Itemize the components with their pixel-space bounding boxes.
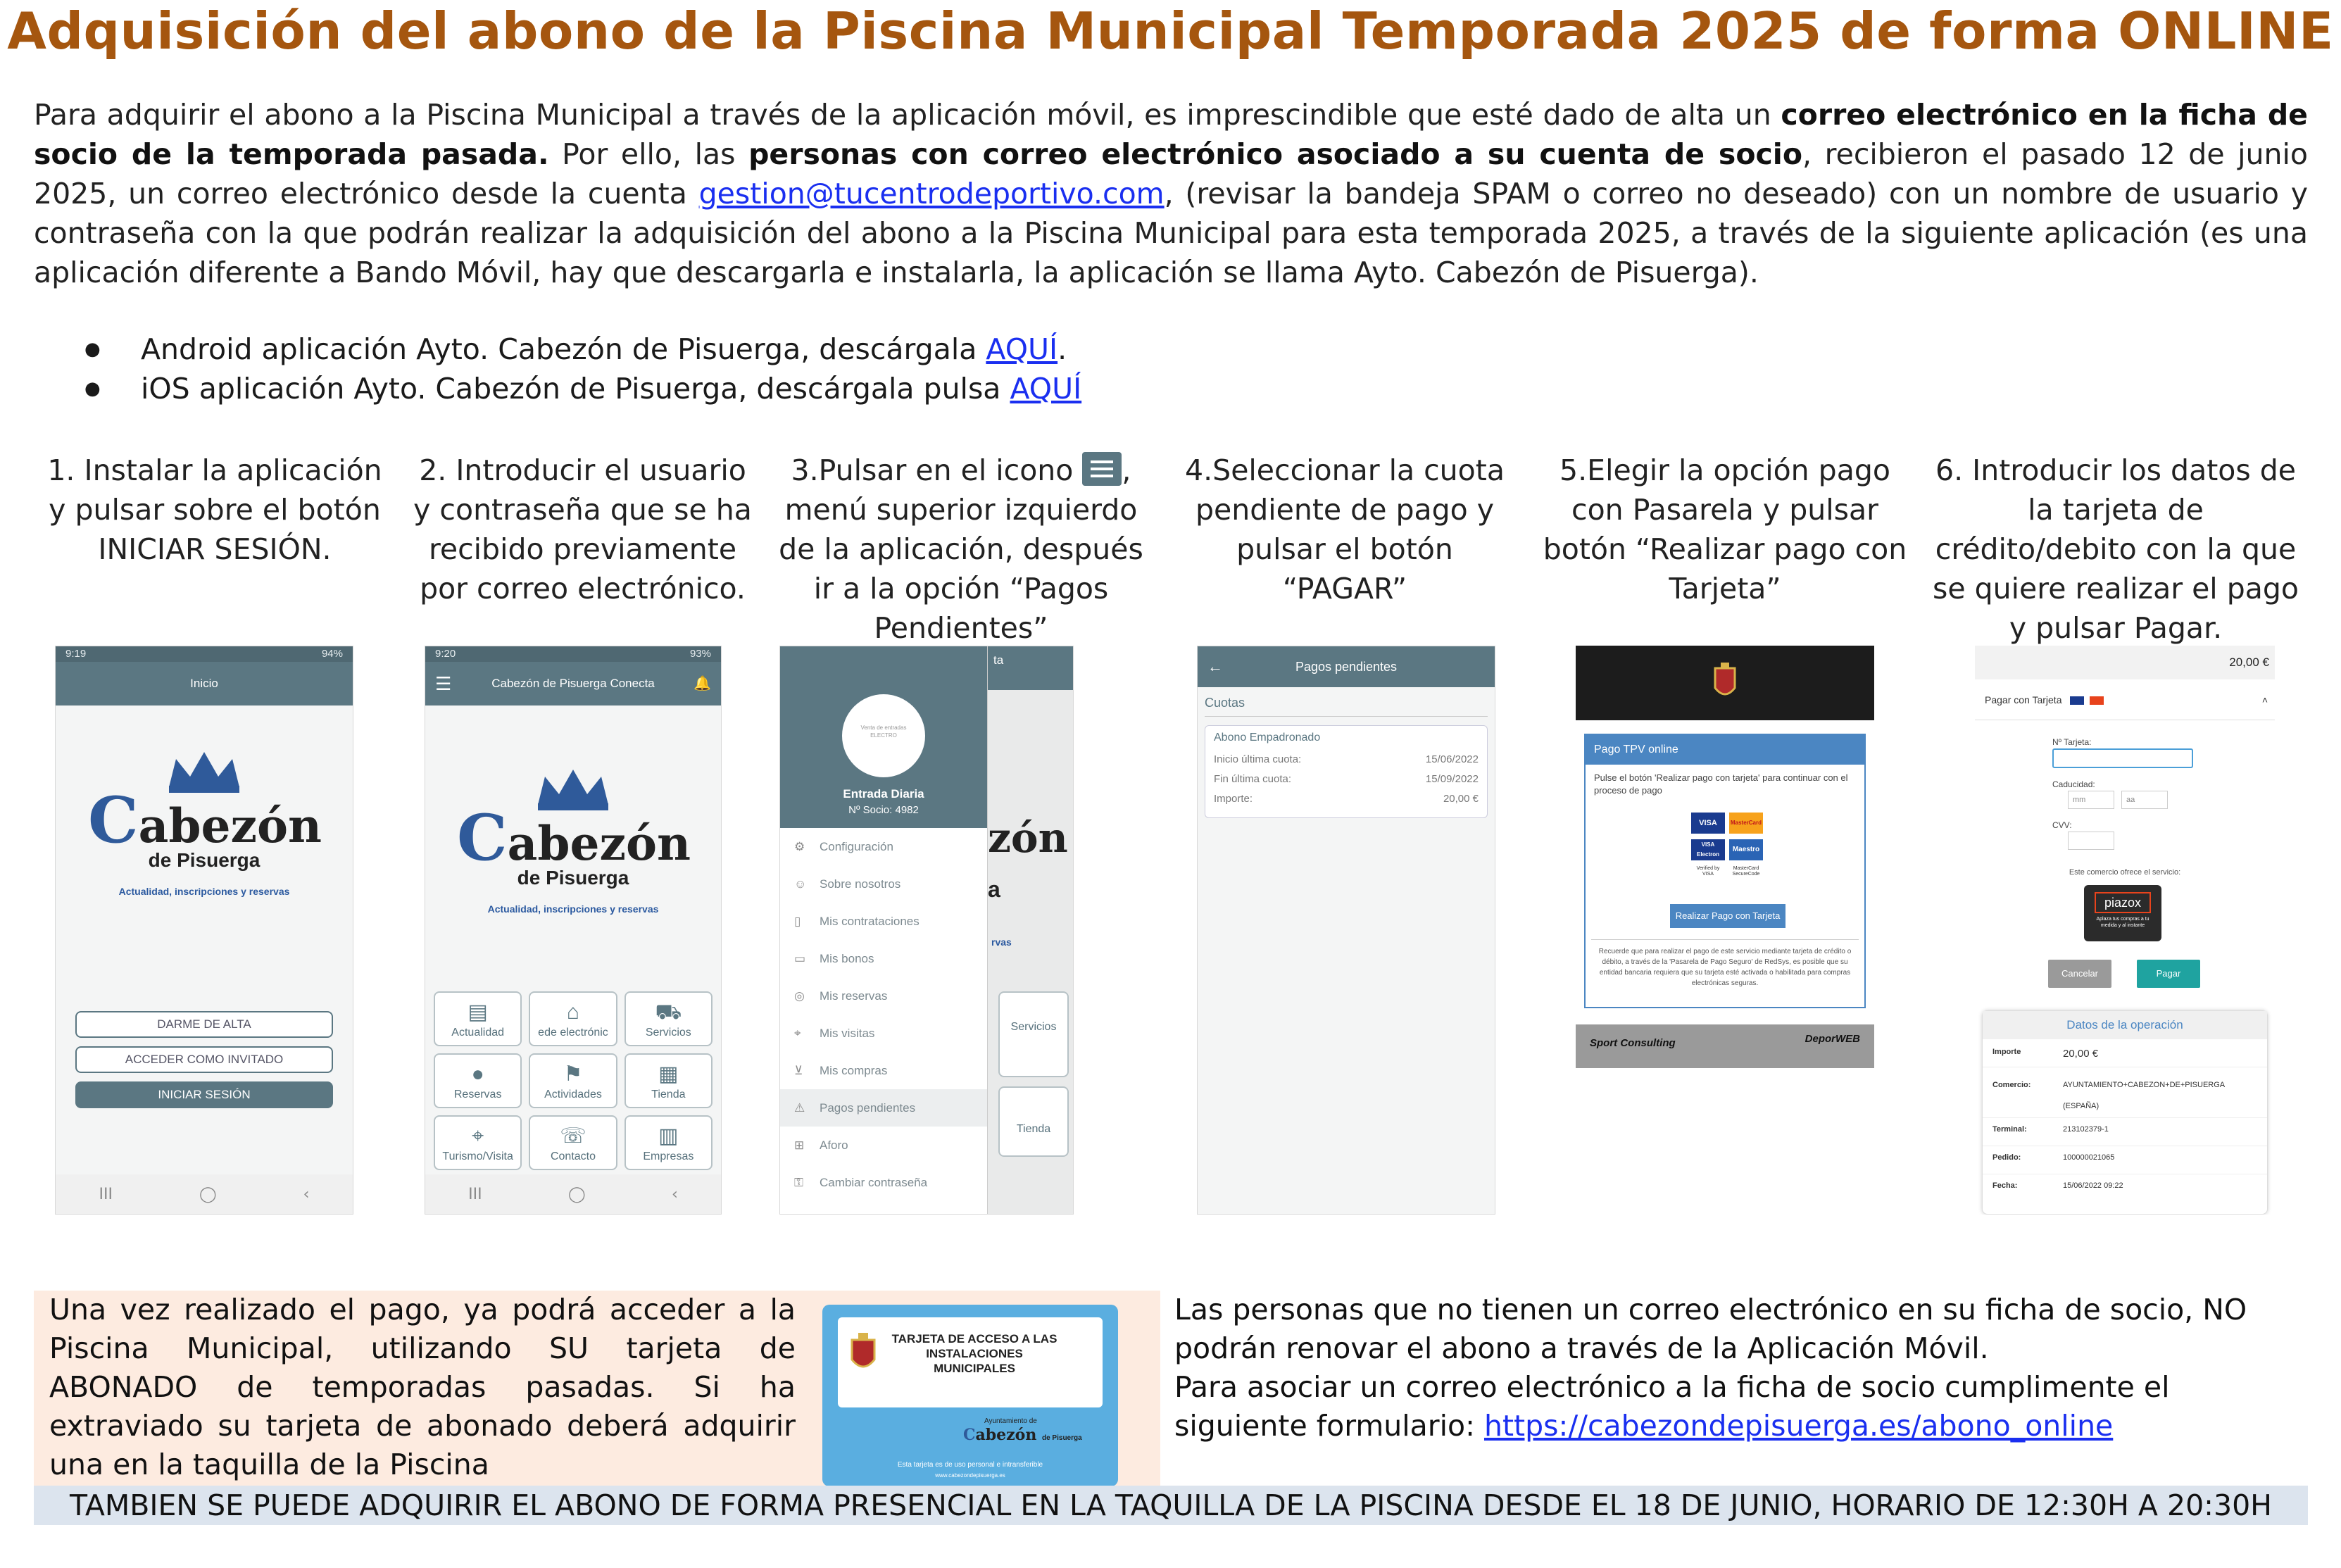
voucher-icon: ▭: [794, 952, 806, 965]
info-icon: ☺: [794, 877, 807, 891]
access-card-url: www.cabezondepisuerga.es: [935, 1472, 1005, 1479]
operation-row-value: AYUNTAMIENTO+CABEZON+DE+PISUERGA (ESPAÑA): [2063, 1081, 2225, 1110]
intro-bold-persons: personas con correo electrónico asociado a su cuenta de socio: [748, 137, 1803, 171]
menu-item-compras[interactable]: [780, 1052, 987, 1089]
service-subtitle: Aplaza tus compras a tu medida y al instante: [2096, 917, 2149, 928]
tile-turismo[interactable]: [434, 1115, 522, 1170]
home-icon[interactable]: ◯: [568, 1185, 586, 1203]
operation-row-label: Terminal:: [1992, 1125, 2027, 1134]
recent-apps-icon[interactable]: III: [99, 1185, 113, 1203]
crown-icon: [531, 763, 615, 812]
operation-row: [1983, 1146, 2267, 1174]
coat-of-arms-icon: [848, 1330, 879, 1375]
fee-row-label: Importe:: [1214, 793, 1253, 805]
bottom-right-panel: [1174, 1291, 2301, 1445]
tile-actualidad[interactable]: [434, 991, 522, 1046]
background-logo-sub: a: [988, 877, 1000, 902]
card-number-input[interactable]: [2052, 748, 2193, 768]
guest-access-button[interactable]: ACCEDER COMO INVITADO: [75, 1046, 333, 1073]
logo-word: abezón: [507, 816, 691, 871]
recent-apps-icon[interactable]: III: [468, 1185, 482, 1203]
building-icon: ⌂: [566, 1001, 580, 1024]
background-app-title: ta: [993, 653, 1004, 667]
menu-item-label: Cambiar contraseña: [820, 1176, 928, 1189]
intro-text: Para adquirir el abono a la Piscina Municipal a través de la aplicación móvil, es imprescindible que esté dado de alta un: [34, 98, 1781, 132]
installments-service-badge[interactable]: [2084, 885, 2161, 941]
service-logo: piazox: [2095, 892, 2151, 913]
section-cuotas: Cuotas: [1205, 696, 1245, 710]
header-banner: [1576, 646, 1874, 720]
verified-by-visa-label: Verified by VISA: [1696, 866, 1720, 877]
step-3-text-c: menú superior izquierdo de la aplicación, después ir a la opción “Pagos Pendientes”: [779, 493, 1143, 645]
step-6-text: 6. Introducir los datos de la tarjeta de crédito/debito con la que se quiere realizar el pago y pulsar Pagar.: [1933, 453, 2299, 645]
intro-paragraph: [34, 95, 2308, 292]
email-link[interactable]: gestion@tucentrodeportivo.com: [698, 177, 1165, 211]
back-arrow-icon[interactable]: ←: [1207, 658, 1223, 675]
bullet-text: Android aplicación Ayto. Cabezón de Pisuerga, descárgala: [141, 332, 986, 366]
visa-electron-logo: VISA Electron: [1691, 839, 1725, 860]
fee-row: [1214, 789, 1479, 809]
register-button[interactable]: DARME DE ALTA: [75, 1011, 333, 1038]
app-title: Cabezón de Pisuerga Conecta: [491, 677, 655, 690]
menu-item-label: Mis reservas: [820, 989, 888, 1003]
screenshot-step-1: [55, 646, 353, 1215]
pay-with-card-button[interactable]: Realizar Pago con Tarjeta: [1670, 904, 1785, 928]
cart-icon: ⊻: [794, 1064, 803, 1077]
tile-label: ede electrónic: [538, 1027, 608, 1039]
screenshot-step-4: [1197, 646, 1495, 1215]
divider: [1591, 939, 1859, 940]
logo-tagline: Actualidad, inscripciones y reservas: [487, 903, 659, 915]
expiry-label: Caducidad:: [2052, 779, 2095, 789]
menu-item-label: Sobre nosotros: [820, 877, 901, 891]
access-card-brand-sub: de Pisuerga: [1041, 1434, 1082, 1442]
avatar-caption: Venta de entradas ELECTRO: [860, 725, 907, 739]
mastercard-securecode-label: MasterCard SecureCode: [1732, 866, 1760, 877]
fee-row: [1214, 750, 1479, 770]
menu-item-bonos[interactable]: [780, 940, 987, 977]
news-icon: ▤: [467, 1001, 488, 1024]
crown-icon: [162, 745, 246, 794]
background-tile-tienda: [998, 1086, 1069, 1157]
menu-item-label: Aforo: [820, 1139, 848, 1152]
intro-text: , (revisar la bandeja SPAM o correo no deseado) con un nombre de usuario y contraseña con la que podrán realizar la adquisición del abono a la Piscina Municipal para esta temporada 2025, a través de la siguiente aplicación (es una aplicación diferente a Bando Móvil, hay que descargarla e instalarla, la aplicación se llama Ayto. Cabezón de Pisuerga).: [34, 177, 2308, 289]
screenshot-step-2: [425, 646, 722, 1215]
tile-reservas[interactable]: [434, 1053, 522, 1108]
tile-label: Reservas: [453, 1089, 502, 1100]
screenshot-step-5: [1576, 646, 1874, 1068]
step-2-text: 2. Introducir el usuario y contraseña que se ha recibido previamente por correo electrónico.: [413, 453, 752, 606]
no-email-warning: Las personas que no tienen un correo electrónico en su ficha de socio, NO podrán renovar el abono a través de la Aplicación Móvil.: [1174, 1293, 2247, 1365]
tile-actividades[interactable]: [529, 1053, 617, 1108]
logo-wordmark: [457, 801, 691, 875]
ticket-name: Entrada Diaria: [843, 787, 924, 801]
android-download-link[interactable]: AQUÍ: [986, 332, 1058, 366]
status-bar: [425, 646, 721, 662]
access-card-image: [822, 1305, 1118, 1486]
mastercard-icon: [2090, 696, 2104, 705]
visits-icon: ⌖: [794, 1027, 801, 1040]
logo-word: abezón: [138, 798, 322, 853]
amount-header: 20,00 €: [1975, 646, 2275, 679]
capacity-icon: ⊞: [794, 1139, 805, 1152]
android-nav-bar: [56, 1174, 353, 1214]
tile-label: Servicios: [1010, 1021, 1057, 1033]
menu-item-visitas[interactable]: [780, 1015, 987, 1052]
warning-icon: ⚠: [794, 1101, 805, 1115]
menu-item-aforo[interactable]: [780, 1127, 987, 1164]
mastercard-logo: MasterCard: [1729, 813, 1763, 834]
bottom-left-panel: [34, 1291, 1160, 1489]
bullet-suffix: .: [1057, 332, 1067, 366]
tile-tienda[interactable]: [625, 1053, 713, 1108]
background-tagline: rvas: [991, 936, 1012, 948]
access-card-brand: [963, 1426, 1082, 1444]
truck-icon: ⛟: [655, 1001, 682, 1024]
tpv-payment-box: [1584, 734, 1866, 1008]
fee-row-label: Fin última cuota:: [1214, 773, 1292, 785]
operation-row-value: 15/06/2022 09:22: [2063, 1181, 2123, 1190]
access-card-footer: Esta tarjeta es de uso personal e intransferible: [897, 1461, 1043, 1469]
cancel-button[interactable]: Cancelar: [2048, 960, 2111, 988]
app-bar: [425, 662, 721, 705]
logo-subtitle: de Pisuerga: [517, 867, 629, 889]
tile-label: Servicios: [645, 1027, 691, 1039]
tile-sede-electronica[interactable]: [529, 991, 617, 1046]
visa-icon: [2070, 696, 2084, 705]
side-menu-drawer: [780, 646, 988, 1214]
pay-button[interactable]: Pagar: [2137, 960, 2200, 988]
notification-bell-icon[interactable]: 🔔: [693, 676, 711, 691]
drawer-header: [780, 646, 987, 828]
status-time: 9:20: [435, 648, 456, 660]
settings-icon: ⚙: [794, 840, 805, 853]
step-1-text: 1. Instalar la aplicación y pulsar sobre el botón INICIAR SESIÓN.: [47, 453, 382, 566]
ball-icon: ●: [471, 1062, 484, 1086]
status-battery: 93%: [689, 648, 711, 660]
home-icon[interactable]: ◯: [199, 1185, 217, 1203]
intro-bold-email-requirement: correo electrónico en la ficha de socio de la temporada pasada.: [34, 98, 2308, 171]
cabezon-logo: [457, 763, 689, 915]
android-nav-bar: [425, 1174, 721, 1214]
menu-item-label: Mis compras: [820, 1064, 888, 1077]
screenshot-step-6: [1975, 646, 2275, 1215]
operation-row-value: 20,00 €: [2063, 1048, 2099, 1060]
section-divider: [1205, 716, 1488, 717]
visa-logo: VISA: [1691, 813, 1725, 834]
expiry-year-input[interactable]: aa: [2121, 791, 2168, 809]
member-number: Nº Socio: 4982: [848, 804, 919, 816]
page-title: Adquisición del abono de la Piscina Municipal Temporada 2025 de forma ONLINE: [7, 1, 2334, 61]
menu-item-configuracion[interactable]: [780, 828, 987, 865]
fee-row-value: 15/09/2022: [1425, 773, 1479, 785]
operation-row: [1983, 1039, 2267, 1067]
operation-row-label: Importe: [1992, 1048, 2021, 1056]
menu-item-cambiar-contrasena[interactable]: [780, 1164, 987, 1201]
android-download-item: [84, 330, 1081, 369]
fee-row: [1214, 770, 1479, 789]
tile-label: Turismo/Visita: [442, 1150, 513, 1162]
background-logo-word: zón: [988, 814, 1068, 862]
fee-row-label: Inicio última cuota:: [1214, 753, 1302, 765]
access-card-ayto: Ayuntamiento de: [984, 1417, 1037, 1425]
cabezon-logo: [88, 745, 320, 897]
step-3-text: [774, 451, 1148, 648]
footer-logos: [1576, 1024, 1874, 1068]
lock-icon: ⚿: [794, 1176, 803, 1189]
cvv-input[interactable]: [2068, 832, 2114, 850]
menu-item-label: Pagos pendientes: [820, 1101, 916, 1115]
back-icon[interactable]: ‹: [303, 1185, 310, 1203]
coat-of-arms-icon: [1711, 661, 1739, 703]
fee-title: Abono Empadronado: [1214, 732, 1321, 744]
logo-wordmark: [88, 783, 322, 858]
avatar: [842, 694, 925, 777]
fee-row-value: 20,00 €: [1443, 793, 1479, 805]
back-icon[interactable]: ‹: [671, 1185, 678, 1203]
menu-item-sobre-nosotros[interactable]: [780, 865, 987, 903]
ios-download-item: [84, 369, 1081, 408]
hamburger-icon[interactable]: ☰: [435, 673, 452, 694]
tile-label: Contacto: [550, 1150, 596, 1162]
menu-item-reservas[interactable]: [780, 977, 987, 1015]
ios-download-link[interactable]: AQUÍ: [1010, 372, 1082, 406]
step-3-text-b: ,: [1122, 453, 1131, 487]
card-logos: [1691, 813, 1769, 877]
card-payment-title: Pagar con Tarjeta: [1985, 694, 2062, 705]
tpv-instructions: Pulse el botón 'Realizar pago con tarjeta' para continuar con el proceso de pago: [1594, 772, 1848, 796]
status-bar: [56, 646, 353, 662]
menu-tile-grid: [434, 991, 713, 1170]
operation-row: [1983, 1118, 2267, 1146]
operation-row-label: Fecha:: [1992, 1181, 2018, 1190]
tile-label: Empresas: [643, 1150, 694, 1162]
app-bar: Inicio: [56, 662, 353, 705]
service-offer-text: Este comercio ofrece el servicio:: [2069, 868, 2181, 877]
tile-label: Tienda: [1016, 1123, 1051, 1135]
sport-consulting-logo: Sport Consulting: [1590, 1037, 1676, 1049]
maestro-logo: Maestro: [1729, 839, 1763, 860]
background-logo-fragment: [988, 815, 1068, 912]
step-3-text-a: 3.Pulsar en el icono: [791, 453, 1074, 487]
operation-row-label: Pedido:: [1992, 1153, 2021, 1162]
operation-row: [1983, 1174, 2267, 1203]
ball-icon: ◎: [794, 989, 805, 1003]
step-5-text: 5.Elegir la opción pago con Pasarela y pulsar botón “Realizar pago con Tarjeta”: [1543, 453, 1907, 606]
tile-label: Tienda: [651, 1089, 686, 1100]
contact-icon: ☏: [560, 1124, 586, 1148]
operation-row-value: 213102379-1: [2063, 1125, 2109, 1134]
menu-item-label: Configuración: [820, 840, 893, 853]
operation-row-value: 100000021065: [2063, 1153, 2115, 1162]
menu-item-contrataciones[interactable]: [780, 903, 987, 940]
intro-text: , recibieron el pasado 12 de junio 2025, un correo electrónico desde la cuenta: [34, 137, 2308, 211]
download-list: [84, 330, 1081, 408]
background-tile-servicios: [998, 991, 1069, 1077]
map-pin-icon: ⌖: [472, 1124, 484, 1148]
cvv-label: CVV:: [2052, 820, 2072, 830]
activities-icon: ⚑: [563, 1062, 583, 1086]
screenshot-step-3: [779, 646, 1074, 1215]
chevron-up-icon[interactable]: ˄: [2261, 694, 2268, 705]
after-payment-note: Una vez realizado el pago, ya podrá acceder a la Piscina Municipal, utilizando SU tarjeta de ABONADO de temporadas pasadas. Si ha extraviado su tarjeta de abonado deberá adquirir una en la taquilla de la Piscina: [49, 1293, 796, 1481]
access-card-brand-c: C: [963, 1426, 976, 1444]
menu-item-label: Mis visitas: [820, 1027, 875, 1040]
tile-label: Actividades: [544, 1089, 602, 1100]
status-time: 9:19: [65, 648, 87, 660]
logo-c: C: [88, 783, 139, 858]
operation-details-title: Datos de la operación: [1983, 1011, 2267, 1039]
abono-online-form-link[interactable]: https://cabezondepisuerga.es/abono_online: [1483, 1409, 2114, 1443]
bullet-text: iOS aplicación Ayto. Cabezón de Pisuerga, descárgala pulsa: [141, 372, 1010, 406]
fee-row-value: 15/06/2022: [1425, 753, 1479, 765]
in-person-banner: TAMBIEN SE PUEDE ADQUIRIR EL ABONO DE FORMA PRESENCIAL EN LA TAQUILLA DE LA PISCINA DESDE EL 18 DE JUNIO, HORARIO DE 12:30H A 20:30H: [34, 1486, 2308, 1525]
screen-title: Pagos pendientes: [1295, 660, 1398, 674]
tile-contacto[interactable]: [529, 1115, 617, 1170]
intro-text: Por ello, las: [548, 137, 749, 171]
operation-details-card: [1982, 1010, 2268, 1215]
access-card-brand-word: abezón: [975, 1426, 1037, 1444]
pending-fee-card[interactable]: [1205, 725, 1488, 818]
tile-servicios[interactable]: [625, 991, 713, 1046]
logo-tagline: Actualidad, inscripciones y reservas: [118, 886, 290, 897]
hamburger-menu-icon: [1082, 452, 1122, 486]
document-icon: ▯: [794, 915, 801, 928]
form-instructions: [1174, 1368, 2301, 1445]
pending-payments-header: [1198, 646, 1495, 687]
operation-row-label: Comercio:: [1992, 1081, 2031, 1089]
building-grid-icon: ▥: [658, 1124, 679, 1148]
tpv-note: Recuerde que para realizar el pago de este servicio mediante tarjeta de crédito o débito, a través de la 'Pasarela de Pago Seguro' de RedSys, es posible que su entidad bancaria requiera que su tarjeta esté activada o habilitada para compras electrónicas seguras.: [1598, 948, 1852, 987]
shop-icon: ▦: [658, 1062, 679, 1086]
card-payment-header[interactable]: [1975, 679, 2275, 720]
menu-item-pagos-pendientes[interactable]: [780, 1089, 987, 1127]
login-button[interactable]: INICIAR SESIÓN: [75, 1081, 333, 1108]
operation-row: [1983, 1067, 2267, 1118]
background-app-bar: [988, 646, 1074, 690]
expiry-month-input[interactable]: mm: [2068, 791, 2114, 809]
tile-label: Actualidad: [451, 1027, 505, 1039]
access-card-title: TARJETA DE ACCESO A LAS INSTALACIONES MUNICIPALES: [891, 1332, 1057, 1375]
logo-subtitle: de Pisuerga: [148, 849, 261, 871]
tile-empresas[interactable]: [625, 1115, 713, 1170]
form-instructions-text: Para asociar un correo electrónico a la ficha de socio cumplimente el siguiente formulario:: [1174, 1370, 2170, 1443]
step-4-text: 4.Seleccionar la cuota pendiente de pago y pulsar el botón “PAGAR”: [1185, 453, 1505, 606]
tpv-title: Pago TPV online: [1586, 735, 1864, 765]
logo-c: C: [457, 801, 508, 875]
deporweb-logo: DeporWEB: [1805, 1033, 1860, 1045]
menu-item-label: Mis bonos: [820, 952, 874, 965]
menu-item-label: Mis contrataciones: [820, 915, 920, 928]
card-number-label: Nº Tarjeta:: [2052, 737, 2092, 747]
status-battery: 94%: [321, 648, 343, 660]
